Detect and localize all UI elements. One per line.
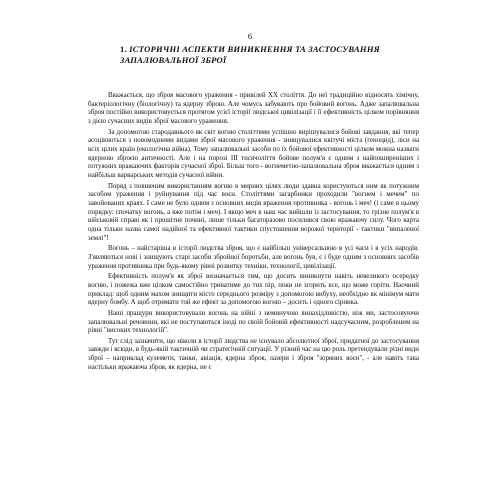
paragraph: Ефективність полум'я як зброї визначається тим, що досить виникнути навіть невеликого осередку вогню, і пожежа вже цілком самостійно триватиме до тих пір, поки не згорить все, що може горіти. Наочний приклад: щоб одним махом знищити місто середнього розміру з допомогою вибуху, необхідно як мінімум мати ядерну бомбу. А щоб отримати той же ефект за допомогою вогню – досить і одного сірника. — [88, 273, 419, 307]
section-number: 1. — [120, 44, 127, 54]
paragraph: За допомогою стародавнього як світ вогню століттями успішно вирішувалися бойові завдання, які тепер асоціюються з новомодними видами зброї масового ураження - знищувалися квітучі міста (геноцид), ліси на всіх цілих країн (екологічна війна). Тому запалювальні засоби по їх бойової ефективності цілком можна назвати ядерною зброєю античності. Але і на порозі ІІІ тисячоліття бойове полум'я є одним з найпоширеніших і потужних вражаючих факторів сучасної зброї. Більш того - вогнеметно-запалювальна зброя вважається одним з найбільш варварських методів сучасної війни. — [88, 128, 419, 180]
paragraph: Вогонь – найстаріша в історії людства зброя, що є найбільш універсальною в усі часи і в усіх народів. З'являються нові і знищують старі засоби збройної боротьби, але вогонь був, є і буде одним з основних засобів ураження противника при будь-якому рівні розвитку техніки, технології, цивілізації. — [88, 245, 419, 270]
paragraph: Поряд з повшеним використанням вогню в мирних цілях люди здавна користуються ним як потужним засобом ураження і руйнування під час воєн. Століттями загарбники проходили "вогнем і мечем" по завойованих краях. І саме не було одним з основних видів враження противника - вогонь і меч! (і саме в цьому порядку: спочатку вогонь, а вже потім і меч). І якщо меч в наш час вийшли із застосування, то грізне полум'я в військовій справі як і прошітне почині, лише тільки багаторазово посилився свою вражаючу силу. Чого варта одна тільки назва самої надійної та ефективної тактики спустошення ворожої території - тактики "випаленої землі"! — [88, 182, 419, 242]
paragraph: Тут слід зазначити, що ніколи в історії людства не існувало абсолютної зброї, придатної до застосування завжди і всюди, в будь-якій тактичній чи стратегічній ситуації. У різний час на цю роль претендували різні види зброї – наприклад кулемети, танки, авіація, ядерна зброя, лазери і зброя "зоряних воєн", - але навіть така настільки вражаюча зброя, як ядерна, не є — [88, 337, 419, 371]
paragraph: Наші пращури використовували вогонь на війні з неминучою винахідливістю, ніж ми, застосовуючи запалювальні речовини, які не поступаються іноді по своїй бойовій ефективності надсучасним, розробленим на рівні "високих технологій". — [88, 309, 419, 335]
section-heading — [120, 44, 418, 66]
body-text — [88, 92, 419, 373]
page-number: 6 — [247, 31, 253, 41]
section-title: ІСТОРИЧНІ АСПЕКТИ ВИНИКНЕННЯ ТА ЗАСТОСУВАННЯ ЗАПАЛЮВАЛЬНОЇ ЗБРОЇ — [120, 44, 380, 65]
paragraph: Вважається, що зброя масового ураження - привілей ХХ століття. До неї традиційно відносять хімічну, бактеріологічну (біологічну) та ядерну зброю. Але чомусь забувають про бойовий вогонь. Адже запалювальна зброя постійно використовується протягом усієї історії людської цивілізації і її ефективність цілком порівняння з дією сучасних видів зброї масового ураження. — [88, 92, 419, 126]
